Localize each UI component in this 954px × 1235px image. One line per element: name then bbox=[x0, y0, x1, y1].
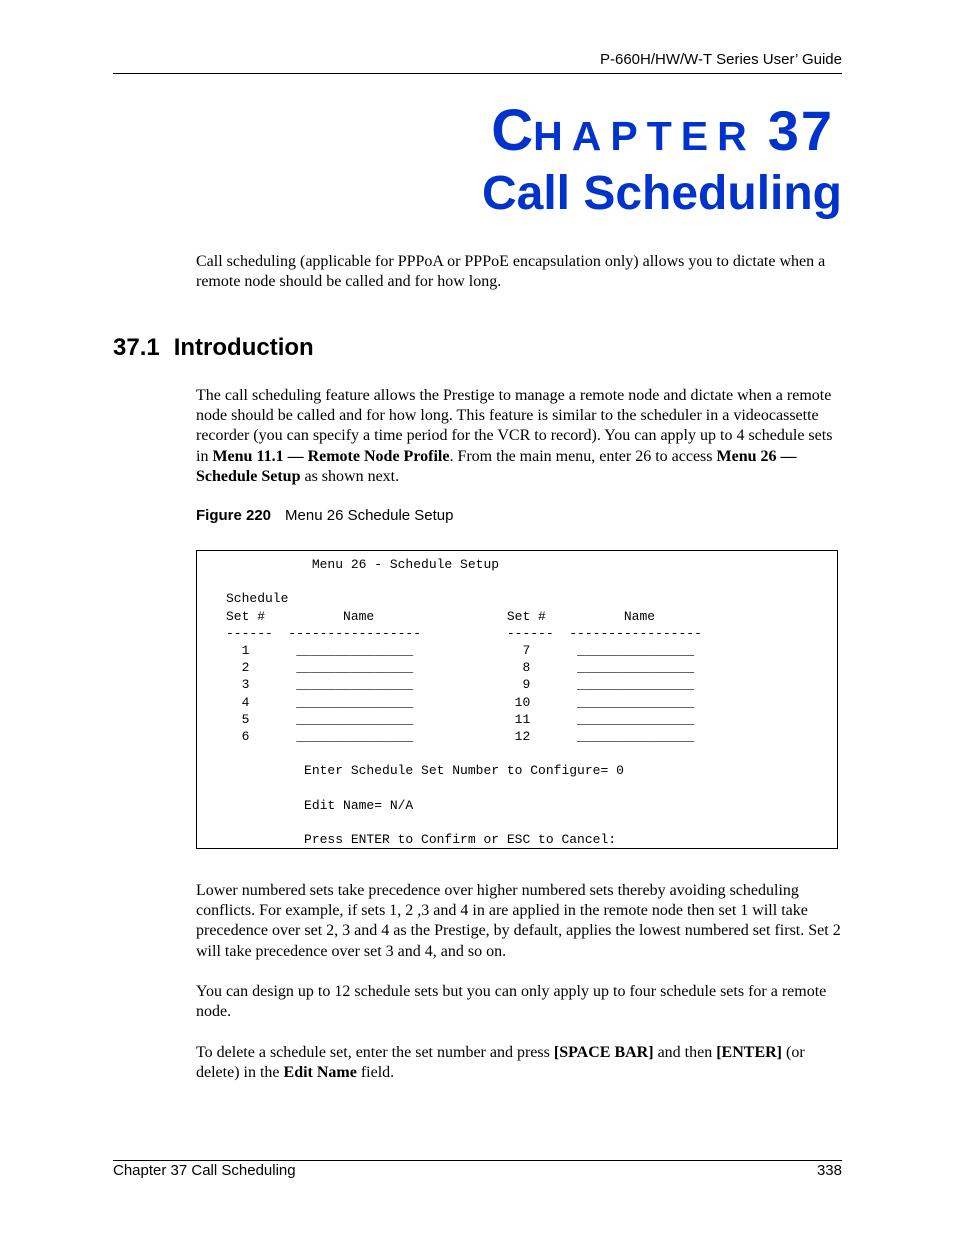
section-intro-text-3: as shown next. bbox=[300, 467, 400, 485]
running-header-title: P-660H/HW/W-T Series User’ Guide bbox=[599, 51, 842, 68]
delete-text-3: (or delete) in the bbox=[196, 1044, 805, 1082]
section-heading bbox=[113, 333, 314, 363]
section-intro-text-2: . From the main menu, enter 26 to access bbox=[449, 447, 717, 465]
delete-text-2: and then bbox=[653, 1044, 717, 1061]
figure-number: Figure 220 bbox=[196, 507, 272, 524]
menu-26-reference: Menu 26 — Schedule Setup bbox=[196, 447, 797, 485]
section-intro-text-1: The call scheduling feature allows the Prestige to manage a remote node and dictate when a remote node should be called and for how long. This feature is similar to the scheduler in a videocassette recorder (you can specify a time period for the VCR to record). You can apply up to 4 schedule sets in bbox=[196, 387, 833, 465]
terminal-text: Menu 26 - Schedule Setup Schedule Set # Name Set # Name ------ ----------------- ------ ----------------- 1 _______________ 7 _______________ 2 _______________ 8 _______________ 3 _______________ 9 _______________ 4 _______________ 10 _______________ 5 _______________ 11 _______________ 6 _______________ 12 _______________ Enter Schedule Set Number to Configure= 0 Edit Name= N/A Press ENTER to Confirm or ESC to Cancel: bbox=[226, 557, 702, 848]
design-paragraph: You can design up to 12 schedule sets but you can only apply up to four schedule sets for a remote node. bbox=[196, 983, 827, 1021]
figure-title: Menu 26 Schedule Setup bbox=[285, 507, 454, 524]
footer-page-number: 338 bbox=[816, 1162, 842, 1179]
delete-text-4: field. bbox=[356, 1064, 395, 1082]
space-bar-key: [SPACE BAR] bbox=[553, 1044, 654, 1061]
chapter-number: 37 bbox=[767, 99, 834, 162]
footer-chapter-text: Chapter 37 Call Scheduling bbox=[113, 1162, 296, 1179]
header-rule bbox=[113, 73, 842, 74]
terminal-screen-figure bbox=[196, 550, 838, 849]
footer-rule bbox=[113, 1160, 842, 1161]
chapter-label-initial: C bbox=[491, 98, 534, 163]
chapter-title: Call Scheduling bbox=[481, 167, 842, 220]
figure-caption bbox=[196, 507, 454, 525]
section-title: Introduction bbox=[173, 334, 314, 361]
edit-name-field-reference: Edit Name bbox=[283, 1064, 357, 1082]
section-number: 37.1 bbox=[113, 334, 160, 361]
delete-paragraph bbox=[196, 1043, 842, 1083]
enter-key: [ENTER] bbox=[716, 1044, 782, 1061]
delete-text-1: To delete a schedule set, enter the set number and press bbox=[196, 1044, 554, 1061]
precedence-paragraph: Lower numbered sets take precedence over higher numbered sets thereby avoiding scheduling conflicts. For example, if sets 1, 2 ,3 and 4 in are applied in the remote node then set 1 will take precedence over set 2, 3 and 4 as the Prestige, by default, applies the lowest numbered set first. Set 2 will take precedence over set 3 and 4, and so on. bbox=[196, 882, 841, 960]
intro-paragraph: Call scheduling (applicable for PPPoA or PPPoE encapsulation only) allows you to dictate when a remote node should be called and for how long. bbox=[196, 253, 826, 291]
section-intro-paragraph bbox=[196, 386, 842, 487]
chapter-label-word: HAPTER bbox=[533, 113, 756, 159]
menu-11-1-reference: Menu 11.1 — Remote Node Profile bbox=[212, 447, 450, 465]
